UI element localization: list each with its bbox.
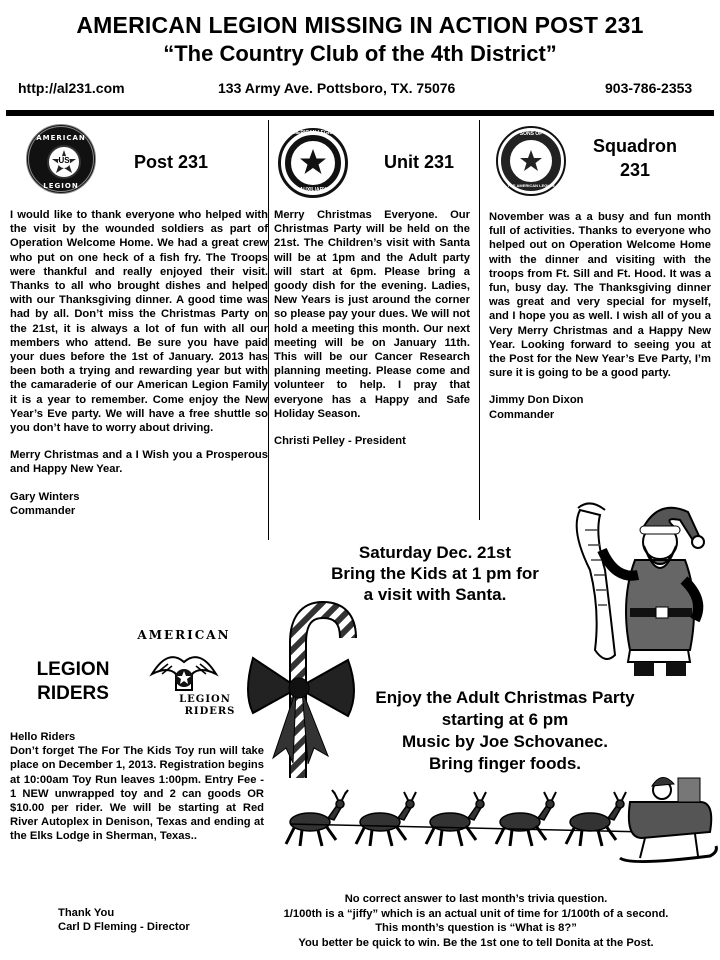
- newsletter-subtitle: “The Country Club of the 4th District”: [163, 41, 557, 66]
- santa-illustration: [560, 490, 720, 680]
- phone-number: 903-786-2353: [605, 80, 693, 96]
- squadron-heading-line2: 231: [619, 160, 651, 180]
- website-link[interactable]: http://al231.com: [18, 80, 125, 96]
- santa-visit-line1: Saturday Dec. 21st: [358, 543, 512, 562]
- santa-visit-line3: a visit with Santa.: [363, 585, 507, 604]
- unit-heading: Unit 231: [384, 152, 455, 172]
- sleigh-reindeer-illustration: [270, 772, 720, 882]
- emblem-text-bottom: AUXILIARY: [299, 187, 327, 193]
- unit-body: Merry Christmas Everyone. Our Christmas Party will be held on the 21st. The Children’s visit with Santa will be at 1pm and the Adult party will start at 6pm. Please bring a goody dish for the evening. Ladies, New Years is just around the corner so please pay your dues. We will not hold a meeting this month. Our next meeting will be on January 11th. This will be our Cancer Research planning meeting. Please come and volunteer to help. I pray that everyone has a Happy and Safe Holiday Season.: [274, 209, 470, 420]
- legion-riders-logo: [128, 628, 240, 720]
- adult-party-line1: Enjoy the Adult Christmas Party: [375, 688, 635, 707]
- squadron-body: November was a a busy and fun month full of activities. Thanks to everyone who helped out on Operation Welcome Home with the dinner and visiting with the troops from Ft. Sill and Ft. Hood. It was a fun, busy day. The Thanksgiving dinner was great and very special for myself, and I hope you as well. I wish all of you a Very Merry Christmas and a Happy New Year. Looking forward to seeing you at the Post for the New Year’s Eve Party, I’m sure it is going to be a good party.: [489, 211, 711, 380]
- riders-logo-top: AMERICAN: [137, 628, 231, 642]
- riders-heading-line1: LEGION: [36, 659, 110, 680]
- trivia-line4: You better be quick to win. Be the 1st one to tell Donita at the Post.: [298, 936, 654, 949]
- american-legion-emblem: [26, 124, 96, 194]
- squadron-signer-title: Commander: [489, 408, 555, 421]
- newsletter-title: AMERICAN LEGION MISSING IN ACTION POST 231: [76, 12, 644, 38]
- adult-party-announcement: [340, 687, 670, 775]
- riders-logo-mid: LEGION: [179, 694, 231, 705]
- trivia-box: [232, 892, 720, 950]
- column-divider-right: [479, 120, 480, 520]
- trivia-line2: 1/100th is a “jiffy” which is an actual unit of time for 1/100th of a second.: [283, 907, 669, 920]
- post-body: I would like to thank everyone who helped with the visit by the wounded soldiers as part of Operation Welcome Home. We had a great crew who put on one heck of a fish fry. The Troops were thankful and really enjoyed their visit. Thanks to all who brought dishes and helped with our Thanksgiving dinner. A good time was had by all. Don’t miss the Christmas Party on the 21st, it is always a lot of fun with all our members who attend. Be sure you have paid your dues before the 1st of January. 2013 has been both a trying and rewarding year but with the camaraderie of our American Legion Family it is a year to remember. Come enjoy the New Year’s Eve party. We will have a free shuttle so you don’t have to worry about driving.: [10, 209, 268, 435]
- santa-visit-line2: Bring the Kids at 1 pm for: [331, 564, 539, 583]
- riders-column: [10, 730, 264, 857]
- squadron-heading-line1: Squadron: [593, 136, 677, 156]
- adult-party-line3: Music by Joe Schovanec.: [402, 732, 608, 751]
- adult-party-line4: Bring finger foods.: [428, 754, 582, 773]
- emblem-text-bottom: LEGION: [43, 182, 79, 190]
- riders-thanks: Thank You: [58, 907, 115, 919]
- riders-logo-bottom: RIDERS: [184, 706, 236, 717]
- auxiliary-emblem: [278, 128, 348, 198]
- unit-signer: Christi Pelley - President: [274, 435, 406, 448]
- unit-column: [274, 208, 470, 448]
- trivia-line3: This month’s question is “What is 8?”: [375, 922, 577, 934]
- post-column: [10, 208, 268, 518]
- post-closing: Merry Christmas and a I Wish you a Prosperous and Happy New Year.: [10, 449, 268, 476]
- emblem-center-text: US: [58, 156, 70, 165]
- riders-body: Don’t forget The For The Kids Toy run will take place on December 1, 2013. Registration begins at 10:00am Toy Run leaves 1:00pm. Entry Fee - 1 NEW unwrapped toy and 2 can goods OR $10.00 per rider. We will be starting at Red River Autoplex in Denison, Texas and ending at the Elks Lodge in Sherman, Texas..: [10, 745, 264, 843]
- santa-visit-announcement: [300, 542, 570, 605]
- trivia-line1: No correct answer to last month’s trivia question.: [344, 893, 608, 905]
- column-divider-left: [268, 120, 269, 540]
- star-icon: [299, 148, 327, 176]
- riders-heading: [28, 658, 118, 706]
- post-signer: Gary Winters: [10, 490, 80, 503]
- address: 133 Army Ave. Pottsboro, TX. 75076: [218, 80, 456, 96]
- emblem-text-top: SONS OF: [519, 131, 543, 137]
- riders-greeting: Hello Riders: [10, 731, 76, 743]
- emblem-text-top: AMERICAN LEGION: [289, 130, 337, 136]
- star-icon: [519, 149, 543, 173]
- sons-of-legion-emblem: [496, 126, 566, 196]
- emblem-text-bottom: THE AMERICAN LEGION: [507, 183, 555, 188]
- squadron-heading: [588, 134, 682, 182]
- post-signer-title: Commander: [10, 504, 76, 517]
- riders-signer: Carl D Fleming - Director: [58, 921, 190, 934]
- header-divider: [6, 110, 714, 116]
- post-heading: Post 231: [134, 152, 209, 172]
- squadron-signer: Jimmy Don Dixon: [489, 394, 584, 407]
- adult-party-line2: starting at 6 pm: [441, 710, 569, 729]
- eagle-icon: [148, 644, 220, 700]
- emblem-text-top: AMERICAN: [36, 134, 86, 142]
- riders-heading-line2: RIDERS: [37, 683, 109, 704]
- squadron-column: [489, 210, 711, 422]
